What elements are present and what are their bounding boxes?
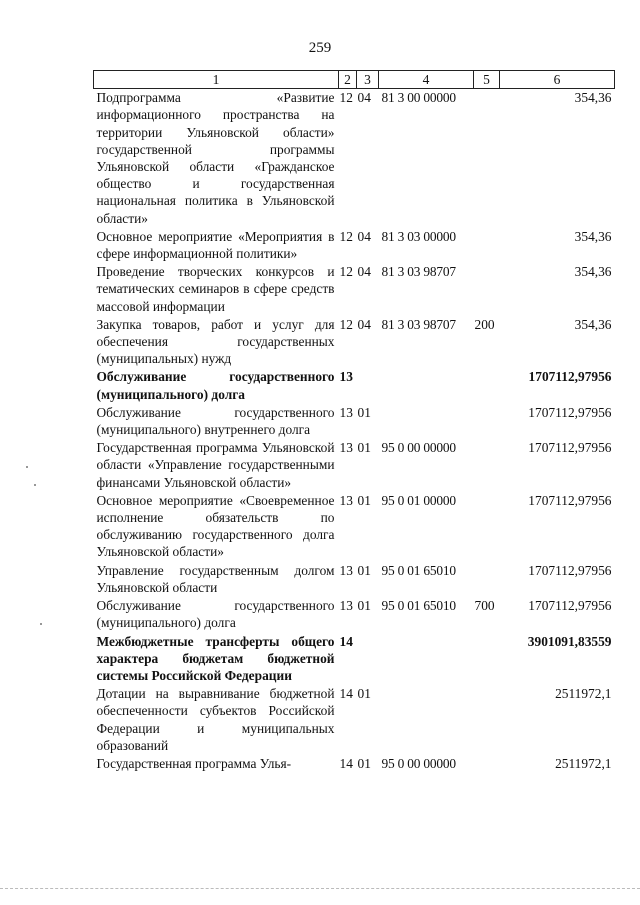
row-target-article-cell: 95 0 01 00000 bbox=[381, 492, 456, 508]
row-expense-type-cell bbox=[474, 439, 500, 492]
table-row bbox=[94, 89, 615, 228]
row-subsection-cell: 04 bbox=[357, 228, 371, 244]
row-amount-cell: 354,36 bbox=[574, 228, 612, 244]
row-name-cell: Обслуживание государственного (муниципального) внутреннего долга bbox=[96, 404, 335, 438]
row-expense-type-cell bbox=[474, 562, 500, 597]
row-expense-type-cell bbox=[474, 633, 500, 686]
scan-speck bbox=[26, 466, 28, 468]
row-section-cell: 13 bbox=[339, 440, 353, 456]
table-header-row bbox=[94, 71, 615, 89]
row-target-article-cell: 81 3 03 98707 bbox=[381, 264, 456, 280]
table-row bbox=[94, 562, 615, 597]
row-amount-cell: 1707112,97956 bbox=[528, 404, 612, 420]
row-amount-cell: 2511972,1 bbox=[555, 755, 612, 771]
row-subsection-cell: 01 bbox=[357, 492, 371, 508]
row-target-article-cell bbox=[379, 368, 474, 403]
header-col-2: 2 bbox=[339, 71, 357, 89]
row-expense-type-cell bbox=[474, 368, 500, 403]
row-section-cell: 13 bbox=[339, 369, 353, 385]
row-amount-cell: 1707112,97956 bbox=[528, 562, 612, 578]
row-target-article-cell bbox=[379, 633, 474, 686]
row-amount-cell: 3901091,83559 bbox=[527, 633, 612, 649]
table-row bbox=[94, 755, 615, 773]
row-section-cell: 12 bbox=[339, 264, 353, 280]
table-row bbox=[94, 228, 615, 263]
row-name-cell: Государственная программа Улья- bbox=[96, 755, 292, 771]
scan-speck bbox=[40, 623, 42, 625]
row-name-cell: Обслуживание государственного (муниципального) долга bbox=[96, 598, 335, 631]
table-row bbox=[94, 685, 615, 755]
row-subsection-cell: 01 bbox=[357, 440, 371, 456]
row-subsection-cell: 01 bbox=[357, 562, 371, 578]
budget-table bbox=[93, 70, 615, 773]
row-target-article-cell: 95 0 00 00000 bbox=[381, 755, 456, 771]
table-row bbox=[94, 492, 615, 562]
table-row bbox=[94, 597, 615, 632]
table-row bbox=[94, 368, 615, 403]
row-subsection-cell: 01 bbox=[357, 598, 371, 614]
header-col-3: 3 bbox=[357, 71, 379, 89]
row-subsection-cell: 01 bbox=[357, 404, 371, 420]
table-row bbox=[94, 633, 615, 686]
table-body bbox=[94, 89, 615, 773]
header-col-1: 1 bbox=[94, 71, 339, 89]
table-row bbox=[94, 316, 615, 369]
row-target-article-cell: 95 0 00 00000 bbox=[381, 440, 456, 456]
row-name-cell: Государственная программа Ульяновской области «Управление государственными финансами Ульяновской области» bbox=[96, 440, 335, 490]
row-expense-type-cell bbox=[474, 492, 500, 562]
page-number: 259 bbox=[308, 40, 332, 56]
row-target-article-cell bbox=[379, 685, 474, 755]
row-target-article-cell: 95 0 01 65010 bbox=[381, 598, 456, 614]
row-amount-cell: 1707112,97956 bbox=[528, 598, 612, 614]
scan-bottom-edge bbox=[0, 888, 640, 890]
row-subsection-cell: 01 bbox=[357, 755, 371, 771]
row-name-cell: Основное мероприятие «Мероприятия в сфере информационной политики» bbox=[96, 228, 335, 262]
row-amount-cell: 354,36 bbox=[574, 90, 612, 106]
row-subsection-cell: 04 bbox=[357, 90, 371, 106]
row-name-cell: Закупка товаров, работ и услуг для обеспечения государственных (муниципальных) нужд bbox=[96, 316, 335, 367]
row-section-cell: 12 bbox=[339, 316, 353, 332]
row-expense-type-cell: 700 bbox=[474, 598, 495, 614]
row-expense-type-cell bbox=[474, 89, 500, 228]
row-section-cell: 14 bbox=[339, 686, 353, 702]
row-section-cell: 13 bbox=[339, 562, 353, 578]
row-expense-type-cell bbox=[474, 685, 500, 755]
row-name-cell: Проведение творческих конкурсов и тематических семинаров в сфере средств массовой информации bbox=[96, 264, 335, 314]
row-amount-cell: 1707112,97956 bbox=[528, 492, 612, 508]
row-amount-cell: 354,36 bbox=[574, 264, 612, 280]
row-subsection-cell bbox=[357, 368, 379, 403]
header-col-4: 4 bbox=[379, 71, 474, 89]
row-name-cell: Межбюджетные трансферты общего характера бюджетам бюджетной системы Российской Федерации bbox=[96, 633, 335, 683]
row-section-cell: 14 bbox=[339, 755, 353, 771]
row-amount-cell: 354,36 bbox=[574, 316, 612, 332]
scan-speck bbox=[34, 484, 36, 486]
row-target-article-cell: 81 3 00 00000 bbox=[381, 90, 456, 106]
row-expense-type-cell: 200 bbox=[474, 316, 495, 332]
table-row bbox=[94, 439, 615, 492]
row-expense-type-cell bbox=[474, 404, 500, 439]
row-section-cell: 12 bbox=[339, 90, 353, 106]
row-subsection-cell: 04 bbox=[357, 264, 371, 280]
row-target-article-cell: 81 3 03 98707 bbox=[381, 316, 456, 332]
row-section-cell: 12 bbox=[339, 228, 353, 244]
header-col-5: 5 bbox=[474, 71, 500, 89]
row-expense-type-cell bbox=[474, 755, 500, 773]
row-name-cell: Подпрограмма «Развитие информационного пространства на территории Ульяновской области» государственной программы Ульяновской области «Гражданское общество и государственная национальная политика в Ульяновской области» bbox=[96, 90, 335, 226]
row-amount-cell: 1707112,97956 bbox=[528, 440, 612, 456]
row-name-cell: Основное мероприятие «Своевременное исполнение обязательств по обслуживанию государственного долга Ульяновской области» bbox=[96, 492, 335, 560]
row-target-article-cell: 95 0 01 65010 bbox=[381, 562, 456, 578]
header-col-6: 6 bbox=[500, 71, 615, 89]
row-section-cell: 13 bbox=[339, 598, 353, 614]
table-row bbox=[94, 404, 615, 439]
row-subsection-cell bbox=[357, 633, 379, 686]
table-row bbox=[94, 263, 615, 316]
row-expense-type-cell bbox=[474, 263, 500, 316]
row-amount-cell: 2511972,1 bbox=[555, 686, 612, 702]
row-name-cell: Обслуживание государственного (муниципального) долга bbox=[96, 369, 335, 402]
row-section-cell: 14 bbox=[339, 633, 353, 649]
row-name-cell: Дотации на выравнивание бюджетной обеспеченности субъектов Российской Федерации и муниципальных образований bbox=[96, 686, 335, 753]
row-section-cell: 13 bbox=[339, 404, 353, 420]
row-target-article-cell: 81 3 03 00000 bbox=[381, 228, 456, 244]
row-target-article-cell bbox=[379, 404, 474, 439]
row-expense-type-cell bbox=[474, 228, 500, 263]
row-amount-cell: 1707112,97956 bbox=[528, 369, 612, 385]
row-subsection-cell: 04 bbox=[357, 316, 371, 332]
row-name-cell: Управление государственным долгом Ульяновской области bbox=[96, 562, 335, 595]
row-subsection-cell: 01 bbox=[357, 686, 371, 702]
row-section-cell: 13 bbox=[339, 492, 353, 508]
